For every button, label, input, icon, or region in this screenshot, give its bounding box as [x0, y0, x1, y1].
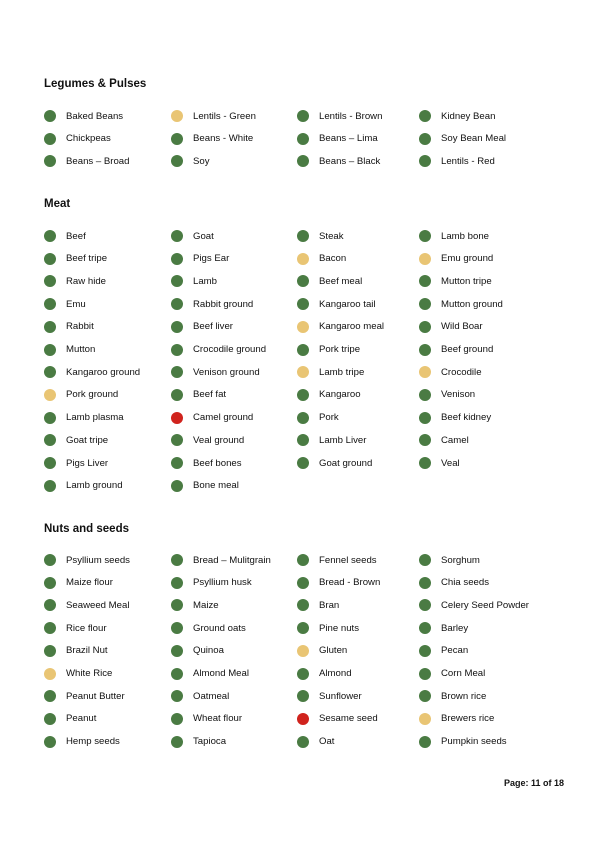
- page-number: Page: 11 of 18: [503, 778, 564, 788]
- status-dot-icon: [171, 155, 183, 167]
- list-item: [44, 575, 113, 591]
- status-dot-icon: [297, 253, 309, 265]
- status-dot-icon: [419, 275, 431, 287]
- item-label: Bread - Brown: [319, 577, 381, 589]
- list-item: [44, 153, 129, 169]
- list-item: [297, 455, 372, 471]
- list-item: [297, 228, 344, 244]
- item-label: Pork ground: [66, 389, 119, 401]
- status-dot-icon: [44, 253, 56, 265]
- item-label: Mutton: [66, 344, 96, 355]
- item-label: Chickpeas: [66, 133, 111, 145]
- item-label: Corn Meal: [441, 668, 486, 679]
- section-nuts-seeds: [44, 522, 564, 748]
- list-item: [419, 319, 483, 335]
- item-label: Barley: [441, 622, 469, 634]
- status-dot-icon: [171, 736, 183, 748]
- status-dot-icon: [419, 155, 431, 167]
- status-dot-icon: [171, 344, 183, 356]
- item-label: Pigs Liver: [66, 457, 109, 469]
- item-label: Beans – Black: [319, 155, 381, 167]
- status-dot-icon: [297, 554, 309, 566]
- list-item: [44, 273, 106, 289]
- item-label: Sorghum: [441, 554, 480, 566]
- list-item: [297, 108, 382, 124]
- status-dot-icon: [419, 321, 431, 333]
- status-dot-icon: [44, 480, 56, 492]
- item-label: Maize flour: [66, 577, 113, 589]
- list-item: [171, 734, 226, 750]
- item-label: Sunflower: [319, 690, 362, 702]
- list-item: [44, 251, 107, 267]
- item-label: Oat: [319, 736, 335, 748]
- item-label: Lamb: [193, 275, 217, 287]
- section-meat: [44, 197, 564, 492]
- list-item: [44, 296, 86, 312]
- list-item: [171, 410, 253, 426]
- list-item: [171, 597, 219, 613]
- status-dot-icon: [419, 645, 431, 657]
- status-dot-icon: [419, 457, 431, 469]
- item-label: Veal ground: [193, 434, 245, 446]
- item-label: Beef bones: [193, 457, 242, 469]
- list-item: [419, 153, 495, 169]
- status-dot-icon: [419, 298, 431, 310]
- item-label: Pigs Ear: [193, 253, 230, 265]
- item-label: Lamb Liver: [319, 434, 367, 446]
- status-dot-icon: [171, 577, 183, 589]
- list-item: [419, 131, 506, 147]
- list-item: [419, 273, 492, 289]
- list-item: [419, 688, 486, 704]
- list-item: [171, 455, 242, 471]
- item-label: Venison ground: [193, 366, 260, 378]
- item-label: Ground oats: [193, 622, 246, 634]
- list-item: [419, 364, 482, 380]
- status-dot-icon: [171, 690, 183, 702]
- status-dot-icon: [44, 155, 56, 167]
- item-label: Raw hide: [66, 275, 106, 287]
- item-label: Mutton ground: [441, 298, 503, 310]
- item-label: Kangaroo tail: [319, 298, 376, 310]
- list-item: [171, 575, 252, 591]
- status-dot-icon: [171, 253, 183, 265]
- status-dot-icon: [44, 554, 56, 566]
- status-dot-icon: [297, 366, 309, 378]
- status-dot-icon: [419, 110, 431, 122]
- status-dot-icon: [297, 599, 309, 611]
- status-dot-icon: [419, 434, 431, 446]
- status-dot-icon: [44, 736, 56, 748]
- item-label: Quinoa: [193, 645, 224, 657]
- item-label: Lamb ground: [66, 480, 123, 492]
- list-item: [419, 228, 489, 244]
- item-label: Tapioca: [193, 736, 227, 748]
- status-dot-icon: [44, 599, 56, 611]
- list-item: [419, 666, 485, 682]
- item-label: Beef liver: [193, 321, 233, 333]
- list-item: [297, 273, 362, 289]
- status-dot-icon: [44, 344, 56, 356]
- list-item: [44, 228, 86, 244]
- status-dot-icon: [44, 389, 56, 401]
- status-dot-icon: [419, 577, 431, 589]
- status-dot-icon: [44, 668, 56, 680]
- list-item: [44, 432, 108, 448]
- section-title: Meat: [44, 198, 71, 210]
- list-item: [171, 228, 214, 244]
- list-item: [44, 552, 130, 568]
- list-item: [297, 666, 352, 682]
- item-label: Kangaroo ground: [66, 366, 141, 378]
- list-item: [171, 364, 260, 380]
- list-item: [297, 552, 377, 568]
- status-dot-icon: [297, 155, 309, 167]
- status-dot-icon: [44, 110, 56, 122]
- item-label: Pork: [319, 412, 339, 424]
- item-label: Bran: [319, 599, 340, 611]
- status-dot-icon: [44, 298, 56, 310]
- list-item: [297, 387, 361, 403]
- item-label: Brewers rice: [441, 713, 495, 725]
- status-dot-icon: [419, 344, 431, 356]
- list-item: [419, 643, 468, 659]
- status-dot-icon: [171, 554, 183, 566]
- status-dot-icon: [297, 668, 309, 680]
- item-label: Psyllium seeds: [66, 554, 130, 566]
- list-item: [44, 455, 108, 471]
- status-dot-icon: [171, 599, 183, 611]
- item-label: Pumpkin seeds: [441, 736, 507, 748]
- list-item: [171, 552, 271, 568]
- list-item: [297, 364, 364, 380]
- item-label: Steak: [319, 230, 344, 242]
- item-label: Camel: [441, 434, 469, 446]
- item-label: Wild Boar: [441, 321, 483, 333]
- item-label: Emu: [66, 298, 86, 310]
- status-dot-icon: [297, 736, 309, 748]
- item-label: Veal: [441, 457, 460, 469]
- item-label: Pork tripe: [319, 344, 361, 355]
- list-item: [297, 131, 378, 147]
- list-item: [44, 734, 120, 750]
- status-dot-icon: [297, 577, 309, 589]
- list-item: [297, 575, 380, 591]
- item-label: Emu ground: [441, 253, 494, 265]
- status-dot-icon: [419, 253, 431, 265]
- item-label: Beans – Broad: [66, 155, 130, 167]
- status-dot-icon: [419, 690, 431, 702]
- list-item: [297, 319, 384, 335]
- item-label: Lamb plasma: [66, 412, 124, 424]
- item-label: Beans - White: [193, 133, 254, 145]
- item-label: Sesame seed: [319, 713, 378, 725]
- status-dot-icon: [419, 230, 431, 242]
- item-label: Beef fat: [193, 389, 227, 401]
- status-dot-icon: [171, 275, 183, 287]
- item-label: Lamb bone: [441, 230, 490, 242]
- list-item: [419, 455, 460, 471]
- list-item: [419, 597, 529, 613]
- status-dot-icon: [171, 645, 183, 657]
- list-item: [419, 108, 495, 124]
- item-label: Crocodile: [441, 366, 482, 378]
- list-item: [44, 643, 108, 659]
- item-label: Lamb tripe: [319, 366, 365, 378]
- list-item: [171, 711, 242, 727]
- list-item: [44, 410, 124, 426]
- item-label: Celery Seed Powder: [441, 599, 529, 611]
- item-label: Almond: [319, 668, 352, 679]
- list-item: [297, 432, 366, 448]
- section-legumes-pulses: [44, 77, 564, 167]
- status-dot-icon: [171, 298, 183, 310]
- status-dot-icon: [419, 554, 431, 566]
- item-label: Fennel seeds: [319, 554, 377, 566]
- list-item: [44, 711, 96, 727]
- list-item: [44, 666, 112, 682]
- status-dot-icon: [419, 668, 431, 680]
- status-dot-icon: [44, 366, 56, 378]
- item-label: Rabbit: [66, 321, 94, 333]
- status-dot-icon: [44, 275, 56, 287]
- item-label: Lentils - Brown: [319, 110, 383, 122]
- status-dot-icon: [419, 713, 431, 725]
- status-dot-icon: [419, 412, 431, 424]
- status-dot-icon: [297, 110, 309, 122]
- list-item: [297, 688, 362, 704]
- item-label: Baked Beans: [66, 110, 124, 122]
- status-dot-icon: [44, 690, 56, 702]
- status-dot-icon: [44, 713, 56, 725]
- list-item: [419, 251, 493, 267]
- list-item: [297, 620, 359, 636]
- list-item: [171, 273, 217, 289]
- list-item: [419, 432, 469, 448]
- item-label: Lentils - Green: [193, 110, 256, 122]
- item-label: Beef tripe: [66, 253, 108, 265]
- status-dot-icon: [44, 577, 56, 589]
- status-dot-icon: [297, 133, 309, 145]
- status-dot-icon: [297, 412, 309, 424]
- list-item: [171, 108, 256, 124]
- list-item: [171, 688, 229, 704]
- list-item: [44, 342, 95, 358]
- status-dot-icon: [297, 298, 309, 310]
- status-dot-icon: [419, 736, 431, 748]
- list-item: [44, 478, 123, 494]
- status-dot-icon: [171, 389, 183, 401]
- list-item: [44, 688, 125, 704]
- list-item: [44, 597, 129, 613]
- list-item: [171, 478, 239, 494]
- list-item: [171, 666, 249, 682]
- item-label: Mutton tripe: [441, 275, 492, 287]
- list-item: [419, 342, 493, 358]
- item-label: Almond Meal: [193, 668, 249, 679]
- list-item: [171, 296, 253, 312]
- item-label: Bread – Mulitgrain: [193, 554, 271, 566]
- status-dot-icon: [419, 133, 431, 145]
- status-dot-icon: [171, 480, 183, 492]
- item-label: Beans – Lima: [319, 133, 378, 145]
- status-dot-icon: [44, 321, 56, 333]
- item-label: Beef ground: [441, 344, 494, 355]
- list-item: [297, 711, 378, 727]
- status-dot-icon: [171, 321, 183, 333]
- status-dot-icon: [297, 230, 309, 242]
- item-label: Hemp seeds: [66, 736, 120, 748]
- section-title: Legumes & Pulses: [44, 78, 147, 90]
- item-label: Psyllium husk: [193, 577, 252, 589]
- status-dot-icon: [44, 622, 56, 634]
- item-label: Wheat flour: [193, 713, 243, 725]
- status-dot-icon: [171, 230, 183, 242]
- item-label: Rice flour: [66, 622, 107, 634]
- item-label: Peanut: [66, 713, 97, 725]
- item-label: Chia seeds: [441, 577, 489, 589]
- status-dot-icon: [297, 690, 309, 702]
- list-item: [419, 575, 489, 591]
- list-item: [419, 410, 491, 426]
- item-label: Soy Bean Meal: [441, 133, 507, 145]
- item-label: Seaweed Meal: [66, 599, 130, 611]
- status-dot-icon: [419, 366, 431, 378]
- list-item: [44, 620, 107, 636]
- list-item: [171, 131, 253, 147]
- status-dot-icon: [297, 457, 309, 469]
- list-item: [419, 387, 475, 403]
- status-dot-icon: [44, 457, 56, 469]
- item-label: Pecan: [441, 645, 469, 657]
- status-dot-icon: [171, 668, 183, 680]
- list-item: [419, 734, 507, 750]
- list-item: [297, 296, 376, 312]
- item-label: Goat tripe: [66, 434, 109, 446]
- section-title: Nuts and seeds: [44, 523, 129, 535]
- item-label: Maize: [193, 599, 219, 611]
- status-dot-icon: [44, 412, 56, 424]
- list-item: [419, 296, 503, 312]
- item-label: White Rice: [66, 668, 113, 679]
- status-dot-icon: [171, 434, 183, 446]
- status-dot-icon: [297, 645, 309, 657]
- item-label: Kangaroo: [319, 389, 361, 401]
- status-dot-icon: [171, 133, 183, 145]
- list-item: [44, 364, 140, 380]
- status-dot-icon: [297, 713, 309, 725]
- list-item: [44, 387, 118, 403]
- item-label: Rabbit ground: [193, 298, 254, 310]
- item-label: Venison: [441, 389, 476, 401]
- list-item: [297, 342, 360, 358]
- status-dot-icon: [44, 434, 56, 446]
- item-label: Camel ground: [193, 412, 254, 424]
- status-dot-icon: [297, 434, 309, 446]
- list-item: [171, 620, 246, 636]
- item-label: Bone meal: [193, 480, 239, 492]
- item-label: Beef: [66, 230, 86, 242]
- item-label: Kidney Bean: [441, 110, 496, 122]
- item-label: Lentils - Red: [441, 155, 495, 167]
- status-dot-icon: [171, 412, 183, 424]
- item-label: Goat ground: [319, 457, 373, 469]
- item-label: Crocodile ground: [193, 344, 267, 355]
- status-dot-icon: [171, 110, 183, 122]
- list-item: [171, 387, 226, 403]
- item-label: Bacon: [319, 253, 347, 265]
- list-item: [297, 410, 339, 426]
- status-dot-icon: [171, 713, 183, 725]
- status-dot-icon: [419, 622, 431, 634]
- status-dot-icon: [419, 389, 431, 401]
- list-item: [171, 319, 233, 335]
- item-label: Beef kidney: [441, 412, 492, 424]
- status-dot-icon: [171, 366, 183, 378]
- status-dot-icon: [297, 622, 309, 634]
- list-item: [297, 597, 339, 613]
- list-item: [419, 711, 494, 727]
- list-item: [297, 643, 347, 659]
- list-item: [171, 643, 224, 659]
- list-item: [171, 432, 244, 448]
- list-item: [44, 319, 94, 335]
- list-item: [44, 131, 111, 147]
- status-dot-icon: [419, 599, 431, 611]
- item-label: Goat: [193, 230, 214, 242]
- list-item: [297, 734, 334, 750]
- item-label: Peanut Butter: [66, 690, 125, 702]
- list-item: [44, 108, 123, 124]
- list-item: [171, 342, 266, 358]
- item-label: Brown rice: [441, 690, 487, 702]
- item-label: Soy: [193, 155, 210, 167]
- item-label: Oatmeal: [193, 690, 230, 702]
- status-dot-icon: [297, 321, 309, 333]
- list-item: [171, 251, 229, 267]
- item-label: Beef meal: [319, 275, 363, 287]
- list-item: [419, 552, 480, 568]
- status-dot-icon: [297, 275, 309, 287]
- item-label: Gluten: [319, 645, 348, 657]
- status-dot-icon: [297, 389, 309, 401]
- status-dot-icon: [171, 622, 183, 634]
- status-dot-icon: [44, 645, 56, 657]
- status-dot-icon: [171, 457, 183, 469]
- item-label: Pine nuts: [319, 622, 360, 634]
- item-label: Brazil Nut: [66, 645, 108, 657]
- list-item: [297, 251, 346, 267]
- list-item: [171, 153, 210, 169]
- status-dot-icon: [297, 344, 309, 356]
- status-dot-icon: [44, 133, 56, 145]
- list-item: [297, 153, 380, 169]
- item-label: Kangaroo meal: [319, 321, 385, 333]
- list-item: [419, 620, 468, 636]
- status-dot-icon: [44, 230, 56, 242]
